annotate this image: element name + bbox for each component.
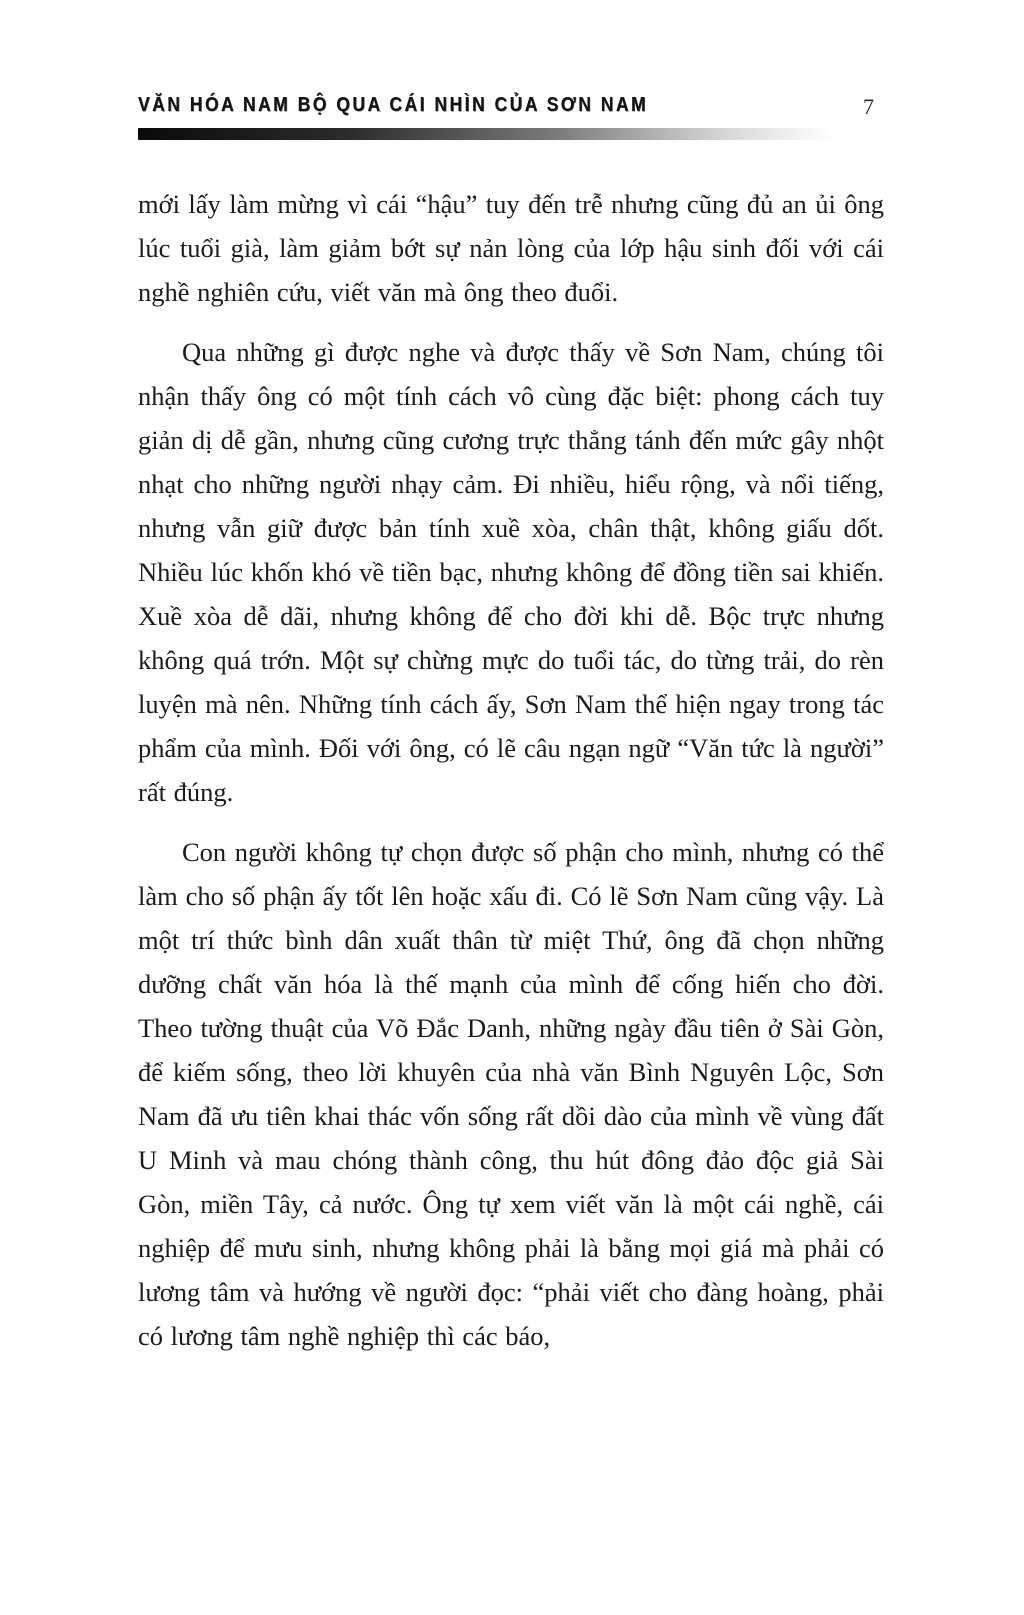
header-gradient-rule: [138, 128, 832, 140]
book-page: [138, 88, 884, 1374]
paragraph: Qua những gì được nghe và được thấy về Sơn Nam, chúng tôi nhận thấy ông có một tính cách vô cùng đặc biệt: phong cách tuy giản dị dễ gần, nhưng cũng cương trực thẳng tánh đến mức gây nhột nhạt cho những người nhạy cảm. Đi nhiều, hiểu rộng, và nổi tiếng, nhưng vẫn giữ được bản tính xuề xòa, chân thật, không giấu dốt. Nhiều lúc khốn khó về tiền bạc, nhưng không để đồng tiền sai khiến. Xuề xòa dễ dãi, nhưng không để cho đời khi dễ. Bộc trực nhưng không quá trớn. Một sự chừng mực do tuổi tác, do từng trải, do rèn luyện mà nên. Những tính cách ấy, Sơn Nam thể hiện ngay trong tác phẩm của mình. Đối với ông, có lẽ câu ngạn ngữ “Văn tức là người” rất đúng.: [138, 337, 884, 807]
running-header-title: VĂN HÓA NAM BỘ QUA CÁI NHÌN CỦA SƠN NAM: [138, 92, 649, 116]
body-text: [138, 182, 884, 1358]
paragraph-continuation: mới lấy làm mừng vì cái “hậu” tuy đến trễ nhưng cũng đủ an ủi ông lúc tuổi già, làm giảm bớt sự nản lòng của lớp hậu sinh đối với cái nghề nghiên cứu, viết văn mà ông theo đuổi.: [138, 189, 884, 307]
page-number: 7: [863, 94, 874, 119]
paragraph: Con người không tự chọn được số phận cho mình, nhưng có thể làm cho số phận ấy tốt lên hoặc xấu đi. Có lẽ Sơn Nam cũng vậy. Là một trí thức bình dân xuất thân từ miệt Thứ, ông đã chọn những dưỡng chất văn hóa là thế mạnh của mình để cống hiến cho đời. Theo tường thuật của Võ Đắc Danh, những ngày đầu tiên ở Sài Gòn, để kiếm sống, theo lời khuyên của nhà văn Bình Nguyên Lộc, Sơn Nam đã ưu tiên khai thác vốn sống rất dồi dào của mình về vùng đất U Minh và mau chóng thành công, thu hút đông đảo độc giả Sài Gòn, miền Tây, cả nước. Ông tự xem viết văn là một cái nghề, cái nghiệp để mưu sinh, nhưng không phải là bằng mọi giá mà phải có lương tâm và hướng về người đọc: “phải viết cho đàng hoàng, phải có lương tâm nghề nghiệp thì các báo,: [138, 837, 884, 1351]
running-header: [138, 88, 884, 120]
